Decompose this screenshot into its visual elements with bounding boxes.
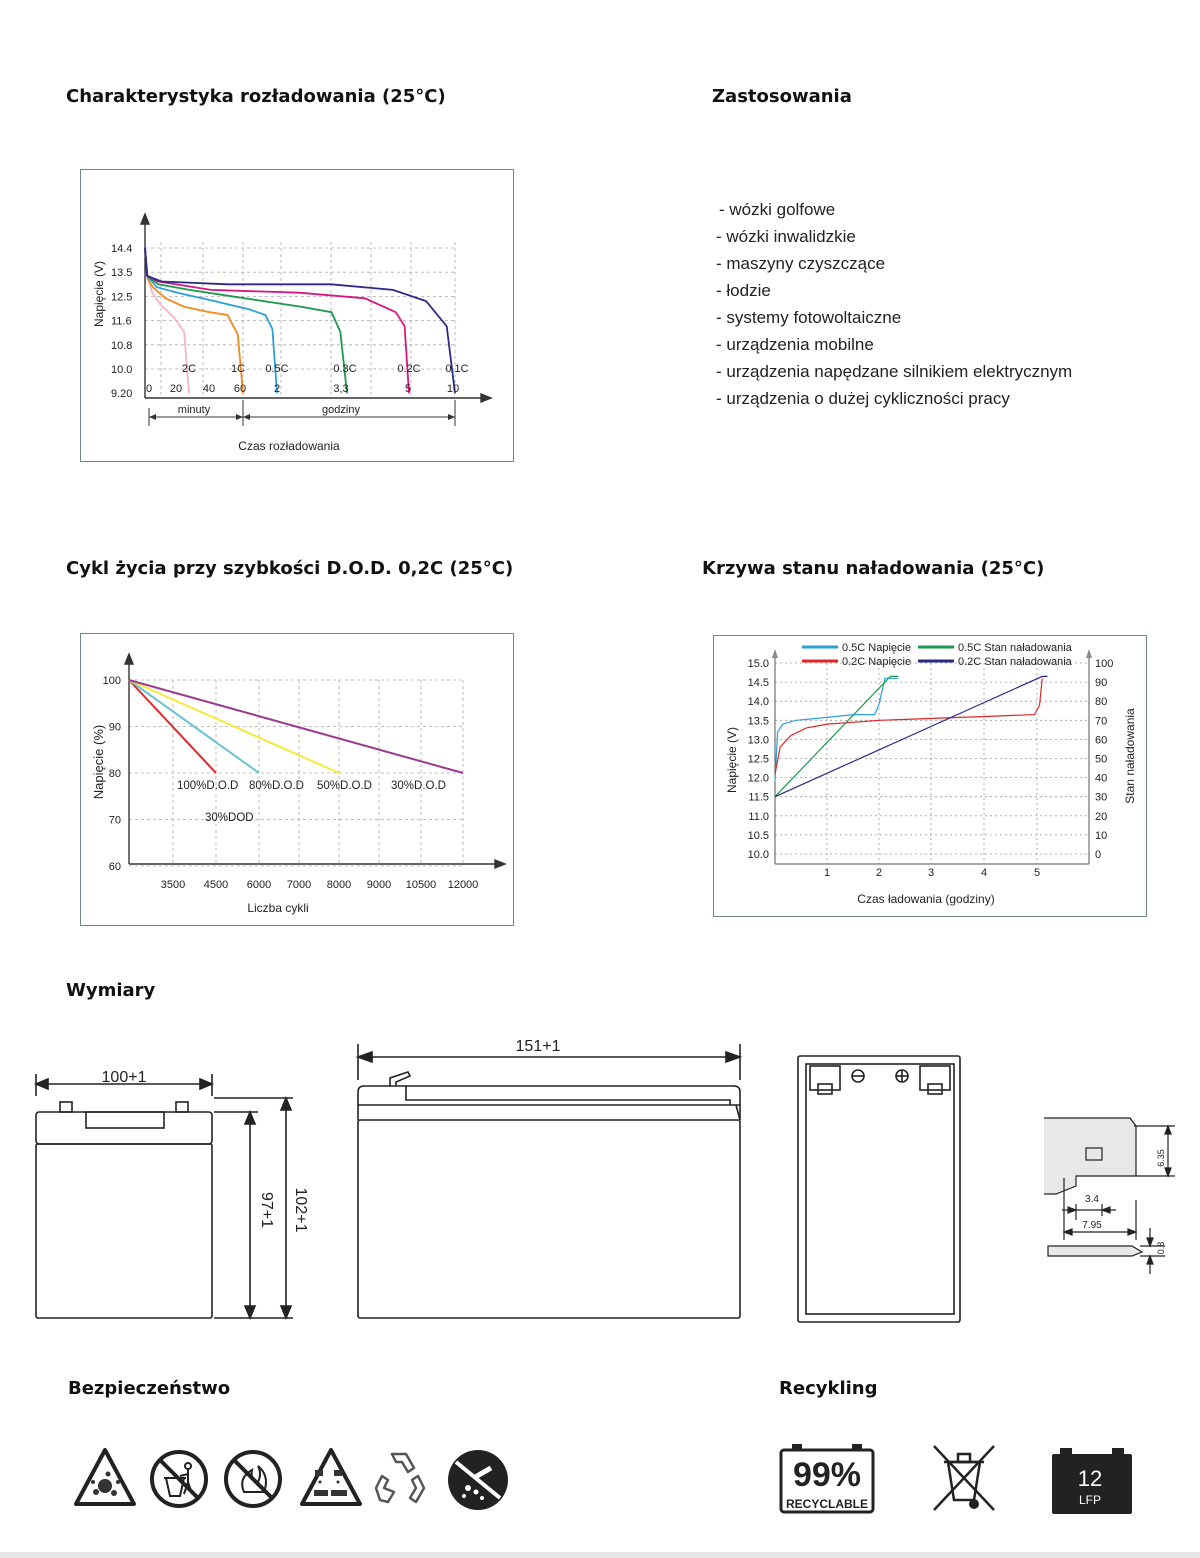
discharge-xtick: 40 [202,383,216,395]
applications-heading: Zastosowania [712,86,852,107]
discharge-ytick: 10.0 [111,364,133,376]
explosive-warning-icon [72,1446,138,1510]
cycle-xtick: 8000 [326,879,352,891]
charge-ytick: 11.5 [748,791,769,804]
discharge-ytick: 10.8 [111,339,133,352]
charge-y2tick: 40 [1095,772,1108,785]
charge-ylabel: Napięcie (V) [725,726,739,794]
discharge-xgroup-hours: godziny [322,404,360,416]
charge-y2tick: 80 [1095,696,1108,709]
charge-ytick: 11.0 [748,810,769,823]
terminal-dim-a: 6.35 [1156,1149,1166,1167]
charge-series-line [775,676,1048,796]
charge-y2tick: 10 [1095,829,1108,842]
discharge-ytick: 11.6 [111,315,132,328]
discharge-chart-svg [81,170,515,463]
charge-legend-label: 0.5C Napięcie [842,642,912,654]
discharge-ylabel: Napięcie (V) [92,260,106,328]
charge-heading: Krzywa stanu naładowania (25°C) [702,558,1045,579]
charge-xtick: 1 [823,867,831,879]
charge-xlabel: Czas ładowania (godziny) [857,892,995,906]
cycle-series-label: 50%D.O.D [317,780,372,792]
terminal-dim-d: 0.8 [1156,1241,1166,1255]
charge-series-line [775,676,898,796]
dim-height-total: 102+1 [292,1187,309,1233]
charge-legend-label: 0.2C Stan naładowania [958,656,1072,668]
cycle-xtick: 10500 [405,879,437,891]
discharge-xtick: 0 [145,383,153,395]
charge-ytick: 15.0 [747,658,769,670]
charge-xtick: 2 [875,867,883,879]
battery-chemistry: LFP [1078,1493,1102,1507]
charge-chart [713,635,1147,917]
charge-legend-label: 0.2C Napięcie [842,656,912,668]
dimensions-heading: Wymiary [66,980,156,1001]
battery-lfp-icon [1050,1444,1136,1516]
discharge-heading: Charakterystyka rozładowania (25°C) [66,86,446,107]
discharge-series-label: 0.2C [397,363,421,375]
dim-height-inner: 97+1 [258,1191,275,1229]
discharge-ytick: 14.4 [111,243,133,255]
recycle-arrows-icon [368,1446,430,1510]
discharge-chart [80,169,514,462]
discharge-ytick: 9.20 [111,388,133,401]
charge-y2tick: 60 [1095,734,1108,747]
crossed-bin-icon [928,1442,1000,1516]
recyclable-label: RECYCLABLE [785,1497,869,1511]
side-view-drawing [350,1030,750,1330]
terminal-dim-b: 3.4 [1085,1194,1099,1205]
no-trash-disposal-icon [148,1448,210,1510]
terminal-dim-c: 7.95 [1082,1220,1102,1231]
discharge-xtick: 20 [169,383,183,395]
charge-y2tick: 20 [1095,810,1108,823]
charge-ytick: 12.5 [747,753,769,766]
cycle-ytick: 60 [108,861,121,873]
cycle-ylabel: Napięcie (%) [91,724,106,800]
cycle-xtick: 3500 [160,879,186,891]
charge-series-line [775,678,1042,774]
front-view-drawing [28,1060,318,1330]
charge-ytick: 10.5 [747,829,769,842]
discharge-xtick: 10 [446,383,460,395]
charge-y2tick: 70 [1095,715,1108,728]
cycle-ytick: 80 [108,768,121,780]
recycling-heading: Recykling [779,1378,878,1399]
cycle-xtick: 9000 [366,879,392,891]
discharge-xlabel: Czas rozładowania [238,439,340,453]
discharge-xtick: 60 [233,383,247,395]
charge-legend-label: 0.5C Stan naładowania [958,642,1072,654]
application-item: - wózki inwalidzkie [716,227,856,246]
charge-xtick: 4 [980,867,988,879]
discharge-series-label: 0.3C [333,363,357,375]
dim-width: 100+1 [101,1069,147,1086]
application-item: - urządzenia o dużej cykliczności pracy [716,389,1010,408]
cycle-xtick: 6000 [246,879,272,891]
discharge-series-label: 1C [230,363,246,375]
cycle-xtick: 12000 [447,879,479,891]
recyclable-badge-icon [778,1442,876,1516]
charge-y2tick: 90 [1095,677,1108,690]
charge-ytick: 14.0 [747,696,769,709]
charge-y2tick: 30 [1095,791,1108,804]
cycle-ytick: 90 [108,721,121,734]
charge-ytick: 14.5 [747,677,769,690]
charge-series-line [775,678,898,781]
corrosive-warning-icon [298,1446,364,1510]
safety-heading: Bezpieczeństwo [68,1378,231,1399]
discharge-series-label: 2C [181,363,197,375]
cycle-annotation: 30%DOD [205,812,254,824]
cycle-life-chart [80,633,514,926]
no-short-circuit-icon [446,1448,510,1512]
application-item: - urządzenia mobilne [716,335,874,354]
charge-y2label: Stan naładowania [1123,708,1137,804]
discharge-xtick: 5 [404,383,412,395]
dim-length: 151+1 [515,1038,561,1055]
discharge-ytick: 12.5 [111,291,133,304]
cycle-ytick: 100 [102,675,121,687]
charge-ytick: 10.0 [747,849,769,861]
discharge-xtick: 3,3 [333,383,349,395]
cycle-xlabel: Liczba cykli [247,901,309,915]
charge-xtick: 5 [1033,867,1041,879]
cycle-ytick: 70 [108,814,121,827]
charge-y2tick: 100 [1095,658,1114,670]
application-item: - wózki golfowe [719,200,836,219]
charge-ytick: 12.0 [747,772,769,785]
discharge-xtick: 2 [273,383,281,395]
charge-xtick: 3 [927,867,935,879]
charge-ytick: 13.0 [747,734,769,747]
cycle-xtick: 4500 [203,879,229,891]
application-item: - systemy fotowoltaiczne [716,308,902,327]
recyclable-percent: 99% [792,1456,862,1494]
discharge-ytick: 13.5 [111,267,133,280]
charge-ytick: 13.5 [747,715,769,728]
discharge-series-label: 0.5C [265,363,289,375]
footer-line [0,1552,1200,1558]
application-item: - maszyny czyszczące [716,254,886,273]
cycle-xtick: 7000 [286,879,312,891]
battery-voltage: 12 [1077,1466,1103,1491]
discharge-xgroup-minutes: minuty [177,404,211,416]
terminal-detail-drawing [1030,1108,1180,1284]
application-item: - łodzie [716,281,771,300]
cycle-life-chart-svg [81,634,515,927]
cycle-series-label: 100%D.O.D [177,780,239,792]
top-view-drawing [790,1050,970,1330]
charge-y2tick: 0 [1095,849,1102,861]
application-item: - urządzenia napędzane silnikiem elektrycznym [716,362,1073,381]
no-fire-icon [222,1448,284,1510]
charge-y2tick: 50 [1095,753,1108,766]
cycle-series-label: 80%D.O.D [249,780,304,792]
charge-chart-svg [714,636,1148,918]
discharge-series-label: 0.1C [445,363,469,375]
cycle-series-label: 30%D.O.D [391,780,446,792]
applications-list [716,196,1072,412]
cycle-life-heading: Cykl życia przy szybkości D.O.D. 0,2C (25°C) [66,558,514,579]
